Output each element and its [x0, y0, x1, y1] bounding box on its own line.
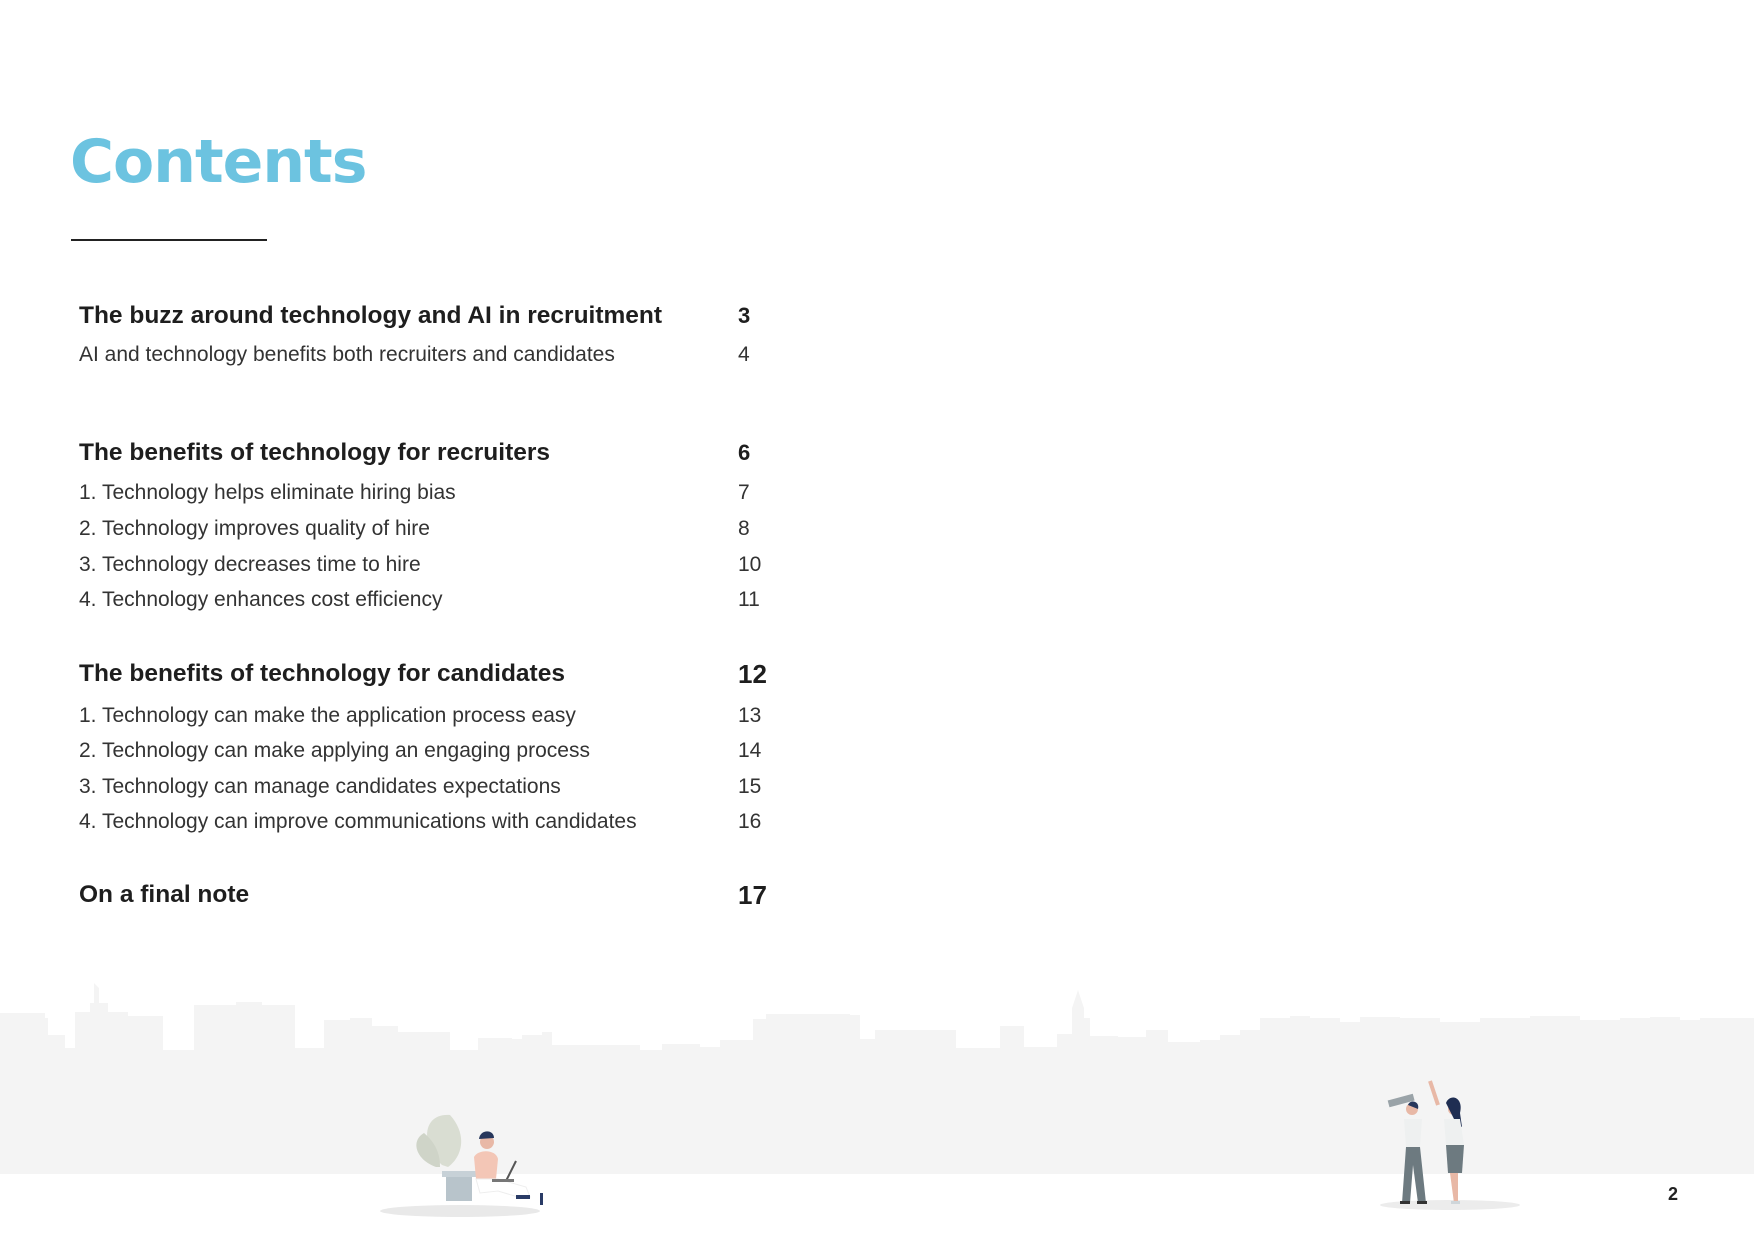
toc-section-page: 3 [738, 303, 751, 328]
toc-item-label: 1. Technology helps eliminate hiring bias [79, 481, 456, 504]
toc-section-4[interactable] [79, 879, 779, 911]
toc-item[interactable] [79, 513, 779, 545]
toc-item-label: 2. Technology can make applying an engaging process [79, 739, 590, 762]
toc-section-page: 17 [738, 880, 767, 910]
toc-item[interactable] [79, 735, 779, 767]
toc-item[interactable] [79, 806, 779, 838]
toc-item-page: 16 [738, 810, 762, 833]
toc-item-page: 8 [738, 517, 750, 540]
toc-item-label: 4. Technology can improve communications with candidates [79, 810, 637, 833]
toc-item[interactable] [79, 477, 779, 509]
toc-section-title: The benefits of technology for candidates [79, 660, 565, 687]
toc-section-1[interactable] [79, 300, 779, 332]
toc-item-label: 2. Technology improves quality of hire [79, 517, 430, 540]
toc-section-page: 6 [738, 440, 751, 465]
toc-section-3[interactable] [79, 658, 779, 690]
toc-section-title: On a final note [79, 881, 250, 908]
toc-section-title: The buzz around technology and AI in recruitment [79, 302, 663, 329]
toc-item[interactable] [79, 700, 779, 732]
toc-item[interactable] [79, 549, 779, 581]
toc-section-2[interactable] [79, 437, 779, 469]
toc-section-page: 12 [738, 659, 767, 689]
person-with-laptop-and-plant-illustration [380, 1105, 570, 1220]
toc-item-label: 3. Technology can manage candidates expectations [79, 775, 561, 798]
toc-item-page: 7 [738, 481, 750, 504]
toc-item-page: 15 [738, 775, 762, 798]
toc-item-label: AI and technology benefits both recruiters and candidates [79, 343, 615, 366]
toc-item[interactable] [79, 584, 779, 616]
people-with-telescope-illustration [1380, 1075, 1540, 1215]
toc-item-page: 11 [738, 588, 760, 611]
toc-item-page: 13 [738, 704, 762, 727]
toc-section-title: The benefits of technology for recruiters [79, 439, 551, 466]
toc-item[interactable] [79, 771, 779, 803]
toc-item-page: 14 [738, 739, 762, 762]
page-number: 2 [1668, 1184, 1679, 1204]
page-title: Contents [70, 127, 367, 197]
toc-item-label: 3. Technology decreases time to hire [79, 553, 421, 576]
toc-item-page: 4 [738, 343, 750, 366]
title-underline [71, 239, 267, 241]
toc-item-label: 1. Technology can make the application process easy [79, 704, 576, 727]
toc-item-page: 10 [738, 553, 762, 576]
toc-item-label: 4. Technology enhances cost efficiency [79, 588, 443, 611]
toc-item[interactable] [79, 339, 779, 371]
